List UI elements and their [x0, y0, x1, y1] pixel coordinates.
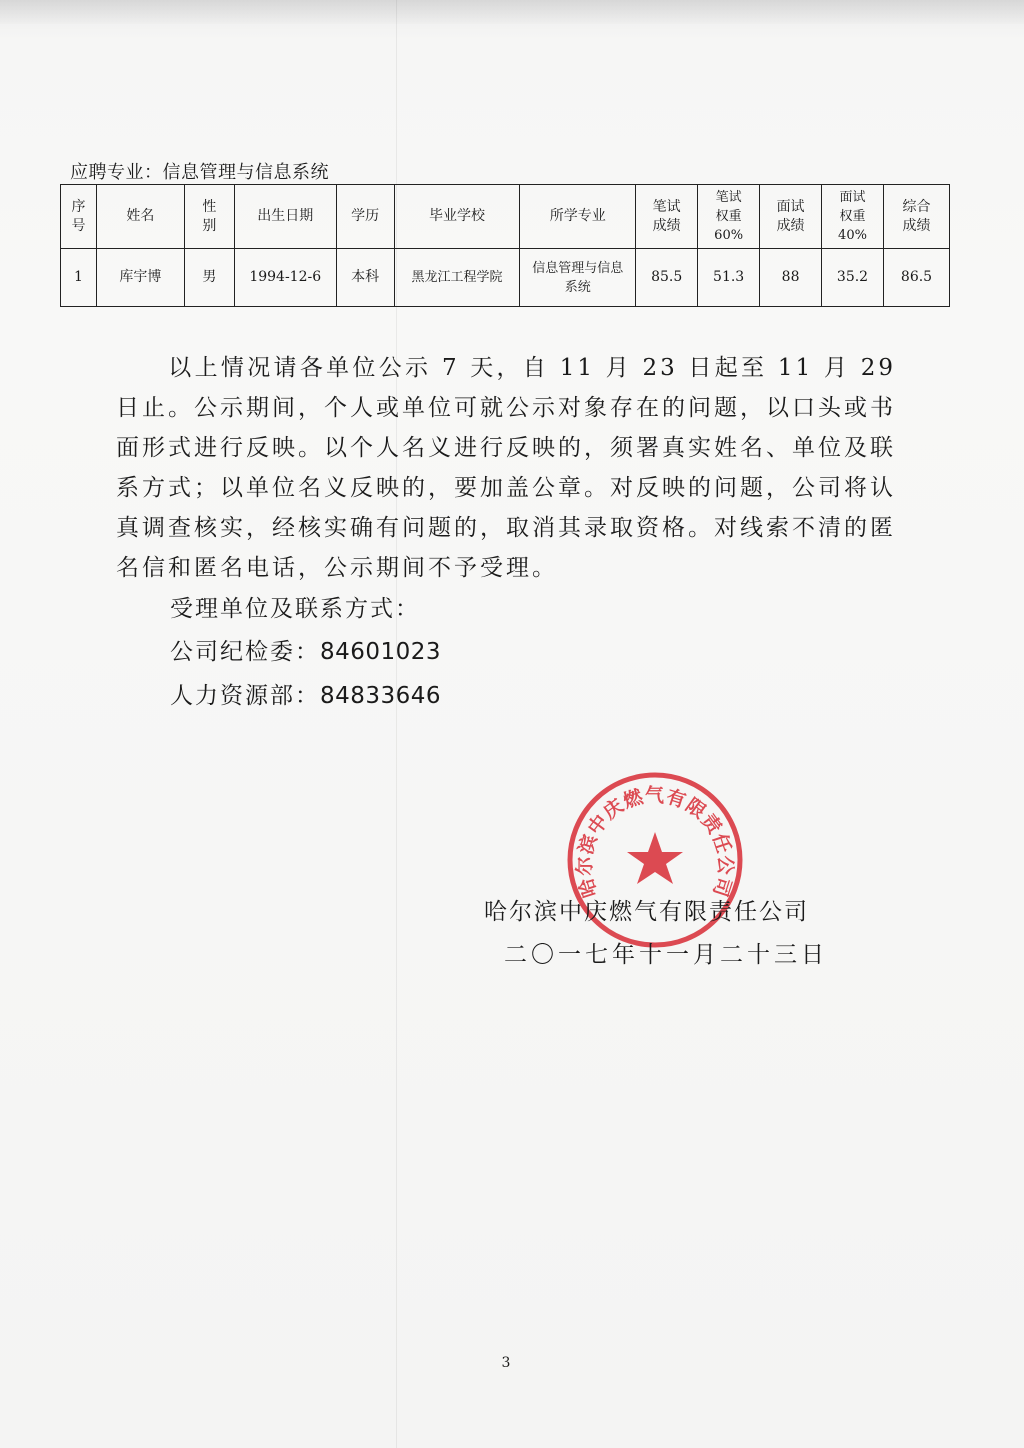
- scan-shadow: [0, 0, 1024, 24]
- signer-company: 哈尔滨中庆燃气有限责任公司: [484, 899, 809, 925]
- table-row: [61, 249, 950, 307]
- seal-star-icon: [627, 832, 683, 884]
- cell-interview-score: 88: [760, 249, 822, 307]
- cell-gender: 男: [184, 249, 234, 307]
- header-school: 毕业学校: [394, 185, 520, 249]
- header-index: 序 号: [61, 185, 97, 249]
- header-birth: 出生日期: [234, 185, 336, 249]
- header-gender: 性 别: [184, 185, 234, 249]
- cell-education: 本科: [336, 249, 394, 307]
- hr-label: 人力资源部：: [170, 683, 320, 709]
- seal-text: 哈尔滨中庆燃气有限责任公司: [573, 784, 737, 901]
- cell-written-score: 85.5: [636, 249, 698, 307]
- cell-major: 信息管理与信息 系统: [520, 249, 636, 307]
- cell-school: 黑龙江工程学院: [394, 249, 520, 307]
- cell-index: 1: [61, 249, 97, 307]
- cell-total: 86.5: [883, 249, 949, 307]
- header-total: 综合 成绩: [883, 185, 949, 249]
- notice-paragraph: [116, 348, 896, 588]
- notice-text: 以上情况请各单位公示 7 天，自 11 月 23 日起至 11 月 29 日止。公示期间，个人或单位可就公示对象存在的问题，以口头或书面形式进行反映。以个人名义进行反映的，须署真实姓名、单位及联系方式；以单位名义反映的，要加盖公章。对反映的问题，公司将认真调查核实，经核实确有问题的，取消其录取资格。对线索不清的匿名信和匿名电话，公示期间不予受理。: [116, 355, 896, 581]
- hr-phone: 84833646: [320, 683, 442, 709]
- contact-hr: [170, 677, 441, 710]
- discipline-label: 公司纪检委：: [170, 639, 320, 665]
- cell-interview-weight: 35.2: [822, 249, 884, 307]
- cell-name: 库宇博: [96, 249, 184, 307]
- major-heading: 应聘专业：信息管理与信息系统: [70, 162, 329, 183]
- contact-heading: 受理单位及联系方式：: [170, 596, 420, 622]
- score-table: [60, 184, 950, 307]
- signature-date: 二〇一七年十一月二十三日: [504, 942, 828, 968]
- table-header-row: [61, 185, 950, 249]
- header-written-score: 笔试 成绩: [636, 185, 698, 249]
- page-number: 3: [501, 1355, 511, 1371]
- cell-written-weight: 51.3: [698, 249, 760, 307]
- header-written-weight: 笔试 权重 60%: [698, 185, 760, 249]
- discipline-phone: 84601023: [320, 639, 442, 665]
- header-education: 学历: [336, 185, 394, 249]
- contact-discipline: [170, 633, 441, 666]
- cell-birth: 1994-12-6: [234, 249, 336, 307]
- header-interview-score: 面试 成绩: [760, 185, 822, 249]
- header-major: 所学专业: [520, 185, 636, 249]
- header-name: 姓名: [96, 185, 184, 249]
- header-interview-weight: 面试 权重 40%: [822, 185, 884, 249]
